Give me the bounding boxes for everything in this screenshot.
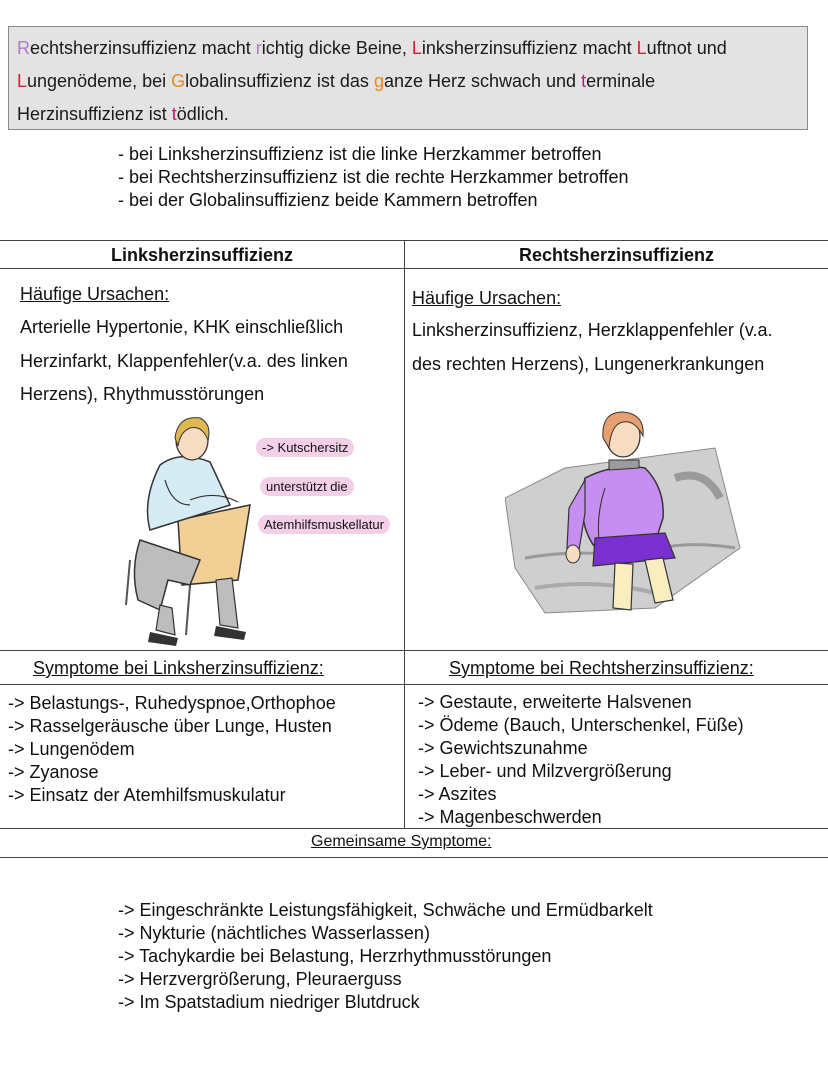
list-item: -> Aszites [418, 784, 497, 804]
intro-list [118, 143, 629, 212]
table-symptom-border [0, 684, 828, 685]
right-causes-text [412, 314, 773, 381]
left-causes-text [20, 311, 348, 412]
label-kutschersitz: -> Kutschersitz [256, 438, 354, 457]
cause-line: Herzinfarkt, Klappenfehler(v.a. des linken [20, 350, 348, 371]
left-causes-title: Häufige Ursachen: [20, 284, 170, 304]
list-item: -> Nykturie (nächtliches Wasserlassen) [118, 923, 430, 943]
list-item: -> Leber- und Milzvergrößerung [418, 761, 672, 781]
common-symptoms-title: Gemeinsame Symptome: [311, 833, 492, 850]
cause-line: des rechten Herzens), Lungenerkrankungen [412, 353, 765, 374]
right-symptoms-list [418, 691, 744, 829]
label-unterstuetzt: unterstützt die [260, 477, 354, 496]
mnemonic-highlight-letter: L [636, 38, 647, 58]
mnemonic-text: ungenödeme, bei [27, 71, 172, 91]
intro-line: - bei Rechtsherzinsuffizienz ist die rechte Herzkammer betroffen [118, 167, 629, 187]
mnemonic-text: ichtig dicke Beine, [261, 38, 412, 58]
intro-line: - bei der Globalinsuffizienz beide Kammern betroffen [118, 190, 538, 210]
mnemonic-highlight-letter: t [171, 104, 177, 124]
table-header-border [0, 268, 828, 269]
common-border [0, 857, 828, 858]
table-top-border [0, 240, 828, 241]
list-item: -> Im Spatstadium niedriger Blutdruck [118, 992, 420, 1012]
mnemonic-text: anze Herz schwach und [383, 71, 582, 91]
woman-on-bench-illustration [505, 408, 745, 633]
list-item: -> Herzvergrößerung, Pleuraerguss [118, 969, 402, 989]
cause-line: Arterielle Hypertonie, KHK einschließlich [20, 317, 344, 337]
list-item: -> Tachykardie bei Belastung, Herzrhythmusstörungen [118, 946, 552, 966]
left-symptoms-title: Symptome bei Linksherzinsuffizienz: [33, 658, 324, 678]
mnemonic-highlight-letter: L [411, 38, 422, 58]
mnemonic-highlight-letter: G [171, 71, 186, 91]
man-on-chair-illustration [120, 410, 260, 650]
mnemonic-text: erminale [586, 71, 656, 91]
right-symptoms-title: Symptome bei Rechtsherzinsuffizienz: [449, 658, 754, 678]
mnemonic-highlight-letter: L [17, 71, 28, 91]
mnemonic-highlight-letter: g [373, 71, 384, 91]
table-section-border [0, 650, 828, 651]
mnemonic-box [8, 26, 808, 130]
right-causes-title: Häufige Ursachen: [412, 288, 562, 308]
list-item: -> Ödeme (Bauch, Unterschenkel, Füße) [418, 715, 744, 735]
mnemonic-highlight-letter: R [17, 38, 30, 58]
right-column-heading: Rechtsherzinsuffizienz [518, 245, 715, 265]
intro-line: - bei Linksherzinsuffizienz ist die linke Herzkammer betroffen [118, 144, 602, 164]
list-item: -> Rasselgeräusche über Lunge, Husten [8, 716, 332, 736]
left-column-heading: Linksherzinsuffizienz [110, 245, 294, 265]
list-item: -> Gewichtszunahme [418, 738, 588, 758]
list-item: -> Belastungs-, Ruhedyspnoe,Orthophoe [8, 693, 336, 713]
mnemonic-text: echtsherzinsuffizienz macht [30, 38, 256, 58]
cause-line: Linksherzinsuffizienz, Herzklappenfehler (v.a. [412, 320, 773, 340]
common-symptoms-list [118, 899, 653, 1014]
list-item: -> Lungenödem [8, 739, 135, 759]
mnemonic-text: lobalinsuffizienz ist das [185, 71, 374, 91]
label-atemhilfsmuskulatur: Atemhilfsmuskellatur [258, 515, 390, 534]
list-item: -> Eingeschränkte Leistungsfähigkeit, Schwäche und Ermüdbarkelt [118, 900, 653, 920]
cause-line: Herzens), Rhythmusstörungen [20, 384, 265, 404]
mnemonic-text: uftnot und [646, 38, 727, 58]
list-item: -> Gestaute, erweiterte Halsvenen [418, 692, 692, 712]
list-item: -> Zyanose [8, 762, 99, 782]
mnemonic-text: Herzinsuffizienz ist [17, 104, 172, 124]
mnemonic-highlight-letter: t [581, 71, 587, 91]
list-item: -> Magenbeschwerden [418, 807, 602, 827]
mnemonic-highlight-letter: r [255, 38, 262, 58]
mnemonic-text: ödlich. [176, 104, 229, 124]
mnemonic-text: inksherzinsuffizienz macht [421, 38, 637, 58]
list-item: -> Einsatz der Atemhilfsmuskulatur [8, 785, 286, 805]
left-symptoms-list [8, 692, 336, 807]
table-column-divider [404, 240, 405, 828]
